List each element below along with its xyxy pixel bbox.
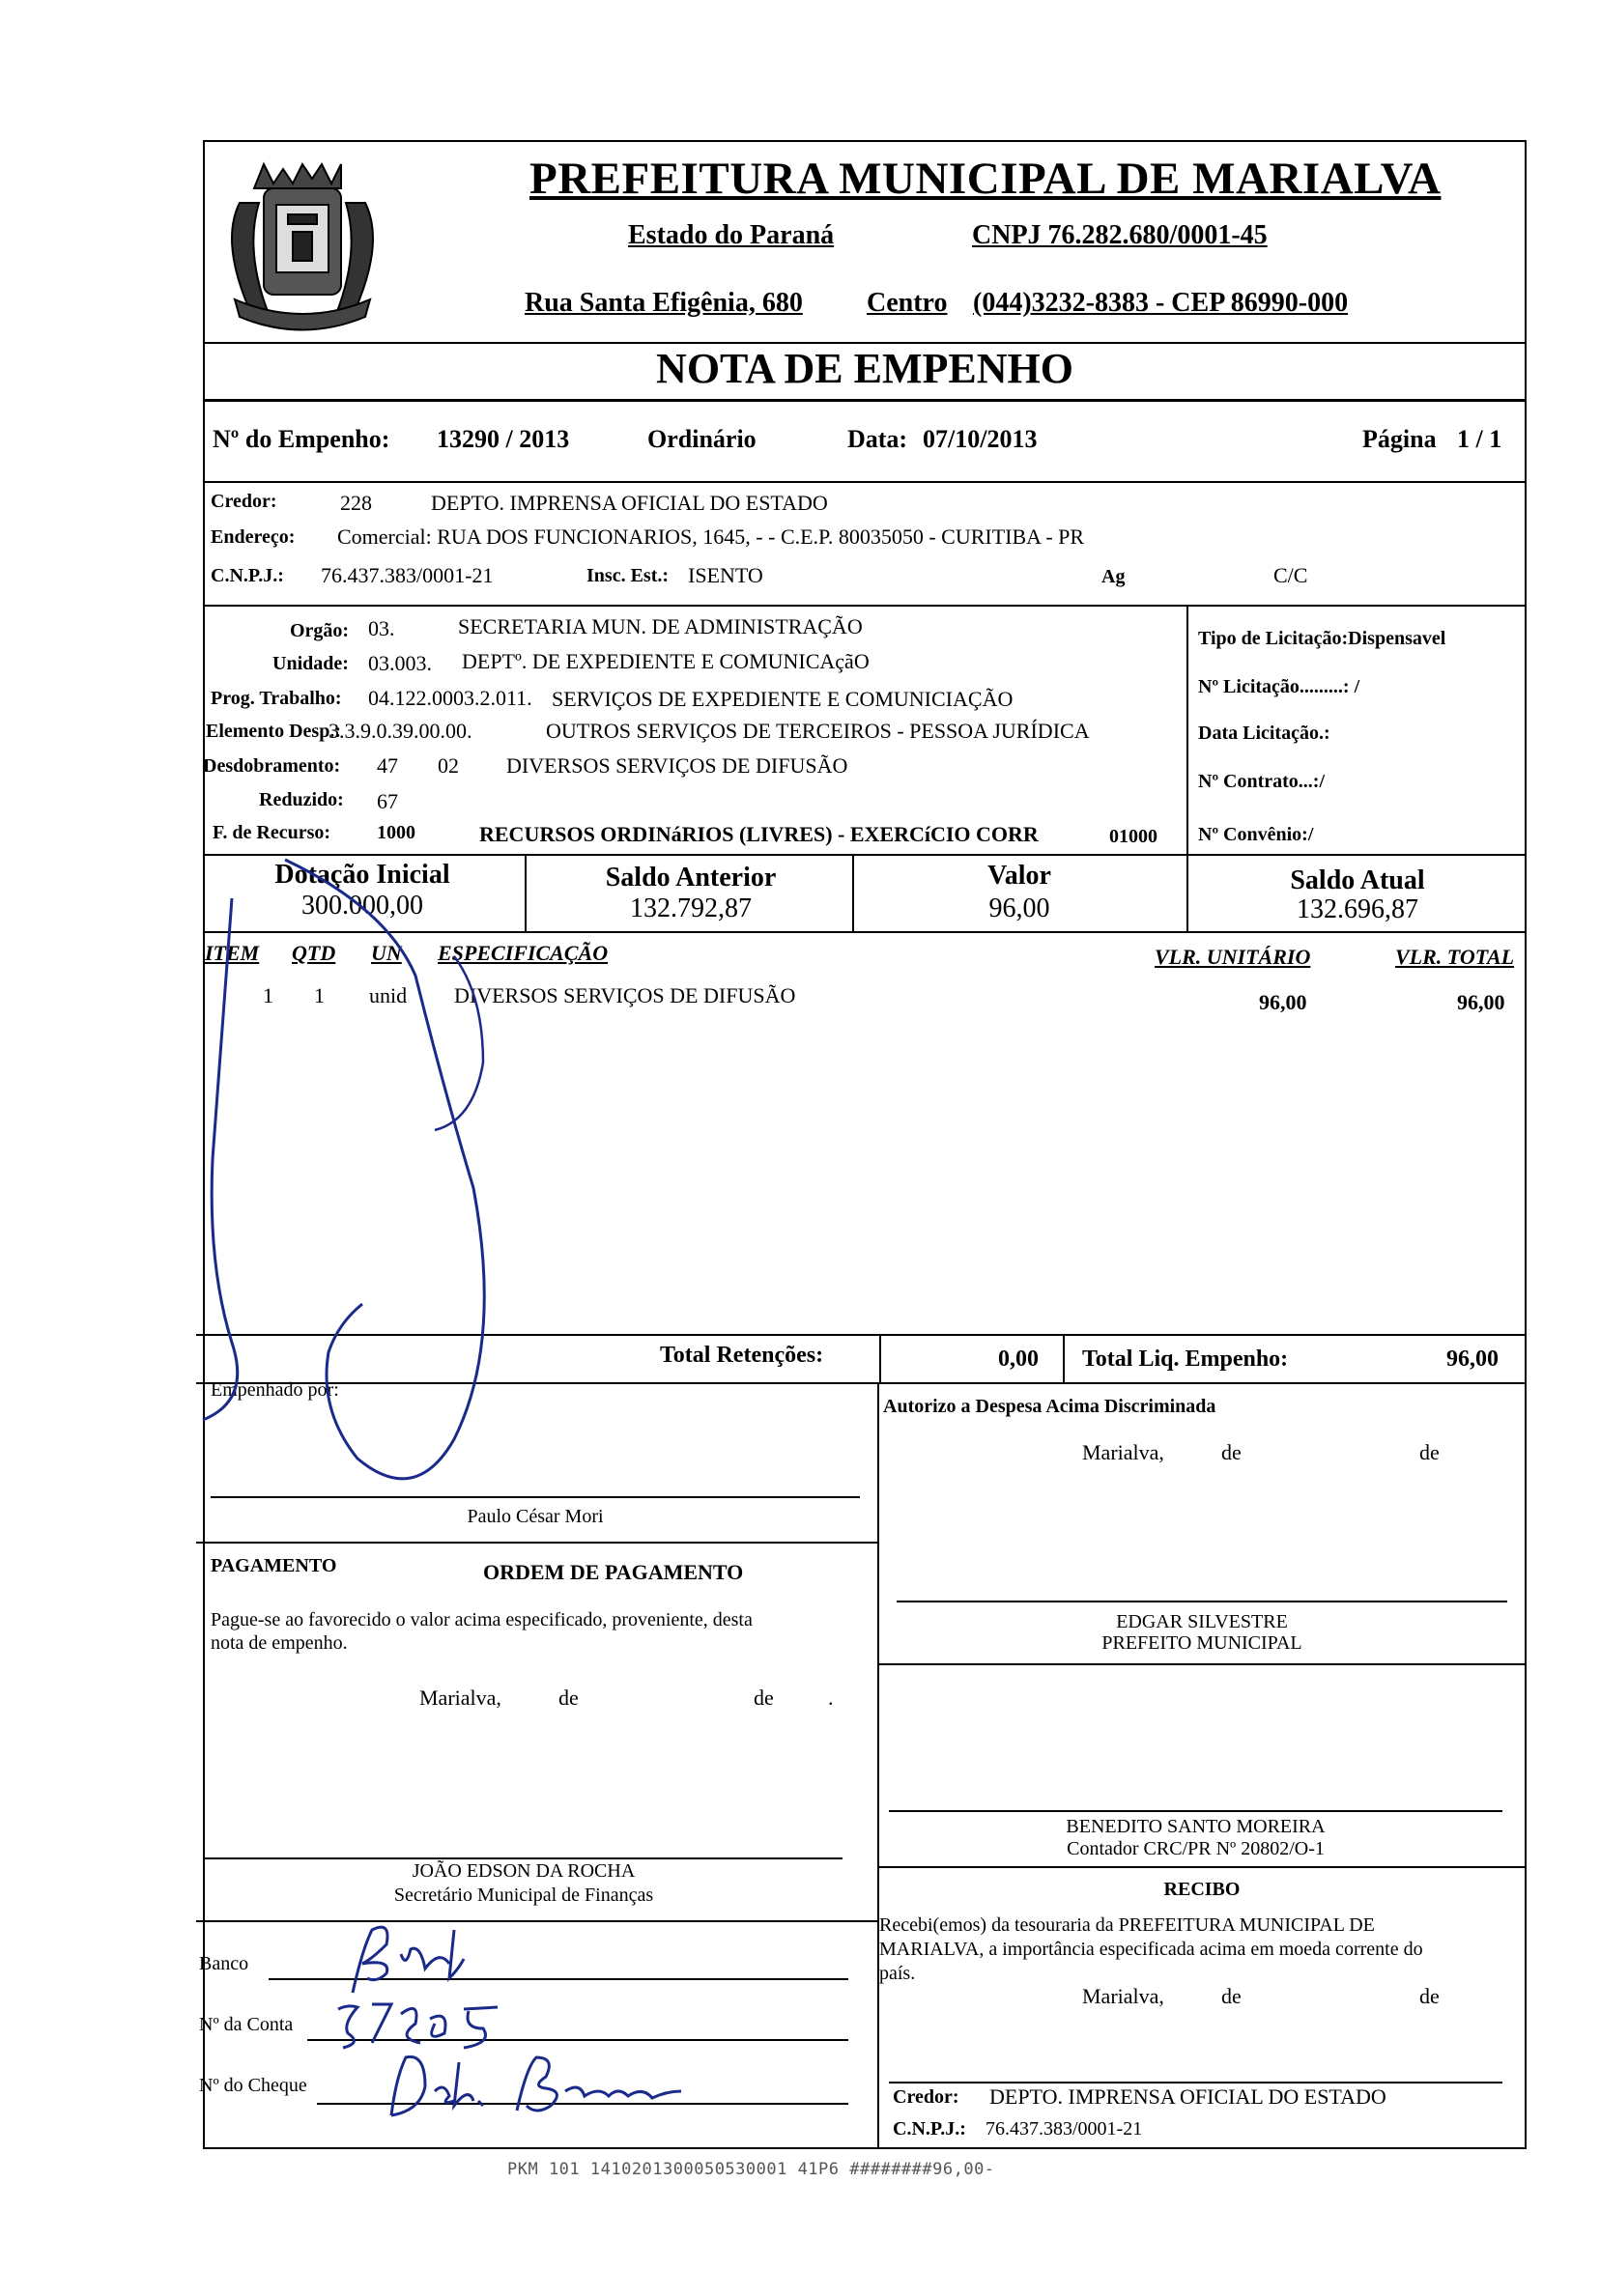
prog-code: 04.122.0003.2.011. (368, 686, 532, 710)
credor-code: 228 (340, 491, 372, 515)
saldo-atual-value: 132.696,87 (1297, 894, 1418, 924)
divider (196, 1920, 877, 1922)
saldo-anterior-label: Saldo Anterior (605, 863, 777, 893)
phone-cep: (044)3232-8383 - CEP 86990-000 (973, 288, 1349, 318)
row-item: 1 (263, 983, 273, 1007)
signature-line (205, 1857, 843, 1859)
recibo-credor-name: DEPTO. IMPRENSA OFICIAL DO ESTADO (989, 2084, 1386, 2109)
retencoes-label: Total Retenções: (660, 1343, 824, 1368)
recibo-title: RECIBO (1163, 1879, 1241, 1900)
recibo-cnpj-label: C.N.P.J.: (893, 2118, 966, 2140)
recibo-city: Marialva, (1082, 1984, 1164, 2008)
recurso-code: 1000 (377, 822, 415, 843)
agency-label: Ag (1101, 566, 1126, 587)
empenho-type: Ordinário (647, 425, 757, 453)
banco-label: Banco (199, 1953, 249, 1974)
divider (877, 1382, 879, 2149)
divider (877, 1663, 1527, 1665)
retencoes-value: 0,00 (998, 1346, 1039, 1372)
divider (203, 605, 1527, 607)
divider (1186, 854, 1188, 931)
date-dot: . (828, 1686, 834, 1710)
col-espec-header: ESPECIFICAÇÃO (438, 941, 609, 965)
liq-empenho-value: 96,00 (1446, 1346, 1499, 1372)
conta-label: Nº da Conta (199, 2014, 294, 2035)
document-title: NOTA DE EMPENHO (656, 345, 1073, 392)
secretario-title: Secretário Municipal de Finanças (393, 1885, 654, 1906)
signature-line (897, 1601, 1507, 1602)
divider (877, 1866, 1527, 1868)
pagamento-city: Marialva, (419, 1686, 501, 1710)
valor-label: Valor (987, 861, 1051, 891)
page-label: Página (1362, 425, 1437, 453)
col-unit-header: VLR. UNITÁRIO (1155, 945, 1311, 969)
elemento-code: 3.3.9.0.39.00.00. (329, 719, 472, 743)
autorizo-de-1: de (1221, 1440, 1242, 1464)
liq-empenho-label: Total Liq. Empenho: (1082, 1346, 1289, 1372)
pague-text: Pague-se ao favorecido o valor acima especificado, proveniente, desta (211, 1609, 753, 1630)
recibo-credor-label: Credor: (893, 2086, 959, 2108)
recibo-de-2: de (1419, 1984, 1440, 2008)
empenhado-name: Paulo César Mori (467, 1506, 604, 1527)
recibo-text-2: MARIALVA, a importância especificada acima em moeda corrente do (879, 1939, 1423, 1960)
orgao-label: Orgão: (290, 620, 350, 641)
recurso-name: RECURSOS ORDINáRIOS (LIVRES) - EXERCíCIO CORR (479, 822, 1039, 846)
autorizo-city: Marialva, (1082, 1440, 1164, 1464)
divider (1186, 605, 1188, 854)
desdobramento-a: 47 (377, 753, 398, 778)
numero-contrato: Nº Contrato...:/ (1198, 771, 1326, 792)
divider (203, 481, 1527, 483)
signature-line (889, 2082, 1502, 2083)
pague-text-2: nota de empenho. (211, 1632, 348, 1654)
pagamento-de-1: de (558, 1686, 579, 1710)
municipality-title: PREFEITURA MUNICIPAL DE MARIALVA (529, 154, 1442, 204)
prefeito-name: EDGAR SILVESTRE (1116, 1611, 1288, 1632)
numero-licitacao: Nº Licitação.........: / (1198, 676, 1360, 697)
secretario-name: JOÃO EDSON DA ROCHA (412, 1860, 636, 1882)
page-number: 1 / 1 (1457, 425, 1502, 453)
contador-title: Contador CRC/PR Nº 20802/O-1 (1067, 1838, 1325, 1859)
recurso-number: 01000 (1109, 826, 1157, 847)
elemento-name: OUTROS SERVIÇOS DE TERCEIROS - PESSOA JURÍDICA (546, 719, 1090, 743)
empenhado-label: Empenhado por: (211, 1379, 339, 1401)
district: Centro (867, 288, 948, 318)
pagamento-label: PAGAMENTO (211, 1555, 337, 1576)
data-licitacao: Data Licitação.: (1198, 723, 1330, 744)
row-unit-value: 96,00 (1259, 990, 1307, 1014)
col-qtd-header: QTD (292, 941, 336, 965)
state-name: Estado do Paraná (628, 220, 835, 250)
credor-name: DEPTO. IMPRENSA OFICIAL DO ESTADO (431, 491, 828, 515)
recibo-text-1: Recebi(emos) da tesouraria da PREFEITURA MUNICIPAL DE (879, 1914, 1375, 1936)
desdobramento-label: Desdobramento: (203, 755, 341, 777)
handwritten-cheque (372, 2048, 700, 2120)
autorizo-text: Autorizo a Despesa Acima Discriminada (883, 1396, 1216, 1417)
address-label: Endereço: (211, 526, 296, 548)
saldo-atual-label: Saldo Atual (1290, 865, 1425, 895)
dotacao-label: Dotação Inicial (274, 860, 450, 890)
empenho-number: 13290 / 2013 (437, 425, 570, 453)
footer-machine-code: PKM 101 1410201300050530001 41P6 ########96,00- (507, 2160, 995, 2179)
credor-address: Comercial: RUA DOS FUNCIONARIOS, 1645, - - C.E.P. 80035050 - CURITIBA - PR (337, 524, 1085, 549)
row-qtd: 1 (314, 983, 325, 1007)
orgao-name: SECRETARIA MUN. DE ADMINISTRAÇÃO (458, 614, 863, 638)
recibo-text-3: país. (879, 1963, 916, 1984)
handwritten-signature (193, 840, 628, 1497)
ordem-pagamento-label: ORDEM DE PAGAMENTO (483, 1560, 744, 1584)
account-label: C/C (1273, 563, 1308, 587)
prog-name: SERVIÇOS DE EXPEDIENTE E COMUNICIAÇÃO (552, 687, 1014, 711)
col-item-header: ITEM (205, 941, 260, 965)
numero-convenio: Nº Convênio:/ (1198, 824, 1314, 845)
divider (879, 1334, 881, 1382)
insc-value: ISENTO (688, 563, 763, 587)
empenho-date: 07/10/2013 (923, 425, 1038, 453)
autorizo-de-2: de (1419, 1440, 1440, 1464)
date-label: Data: (847, 425, 908, 453)
prefeito-title: PREFEITO MUNICIPAL (1101, 1632, 1302, 1654)
row-total-value: 96,00 (1457, 990, 1505, 1014)
divider (203, 399, 1527, 402)
valor-value: 96,00 (988, 893, 1050, 923)
recibo-de-1: de (1221, 1984, 1242, 2008)
pagamento-de-2: de (754, 1686, 774, 1710)
divider (1063, 1334, 1065, 1382)
municipal-coat-of-arms (211, 145, 394, 338)
street-address: Rua Santa Efigênia, 680 (525, 288, 803, 318)
col-un-header: UN (371, 941, 402, 965)
unidade-name: DEPTº. DE EXPEDIENTE E COMUNICAçãO (462, 649, 870, 673)
divider (196, 1542, 877, 1544)
cnpj-label: C.N.P.J.: (211, 565, 284, 586)
municipality-cnpj: CNPJ 76.282.680/0001-45 (972, 220, 1268, 250)
divider (852, 854, 854, 931)
credor-cnpj: 76.437.383/0001-21 (321, 563, 494, 587)
unidade-label: Unidade: (272, 653, 349, 674)
insc-label: Insc. Est.: (586, 565, 670, 586)
unidade-code: 03.003. (368, 651, 432, 675)
orgao-code: 03. (368, 616, 395, 640)
contador-name: BENEDITO SANTO MOREIRA (1066, 1816, 1326, 1837)
dotacao-value: 300.000,00 (301, 891, 423, 921)
col-total-header: VLR. TOTAL (1395, 945, 1515, 969)
row-un: unid (369, 983, 408, 1007)
handwritten-banco (333, 1920, 507, 1998)
elemento-label: Elemento Desp.: (206, 721, 341, 742)
signature-line (889, 1810, 1502, 1812)
cheque-label: Nº do Cheque (199, 2075, 307, 2096)
desdobramento-name: DIVERSOS SERVIÇOS DE DIFUSÃO (506, 753, 848, 778)
reduzido-value: 67 (377, 789, 398, 813)
saldo-anterior-value: 132.792,87 (630, 893, 752, 923)
empenho-number-label: Nº do Empenho: (213, 425, 390, 453)
desdobramento-b: 02 (438, 753, 459, 778)
tipo-licitacao: Tipo de Licitação:Dispensavel (1198, 628, 1446, 649)
prog-label: Prog. Trabalho: (211, 688, 342, 709)
recibo-cnpj: 76.437.383/0001-21 (986, 2118, 1143, 2140)
row-espec: DIVERSOS SERVIÇOS DE DIFUSÃO (454, 983, 796, 1007)
recurso-label: F. de Recurso: (213, 822, 331, 843)
reduzido-label: Reduzido: (259, 789, 344, 810)
credor-label: Credor: (211, 491, 277, 512)
